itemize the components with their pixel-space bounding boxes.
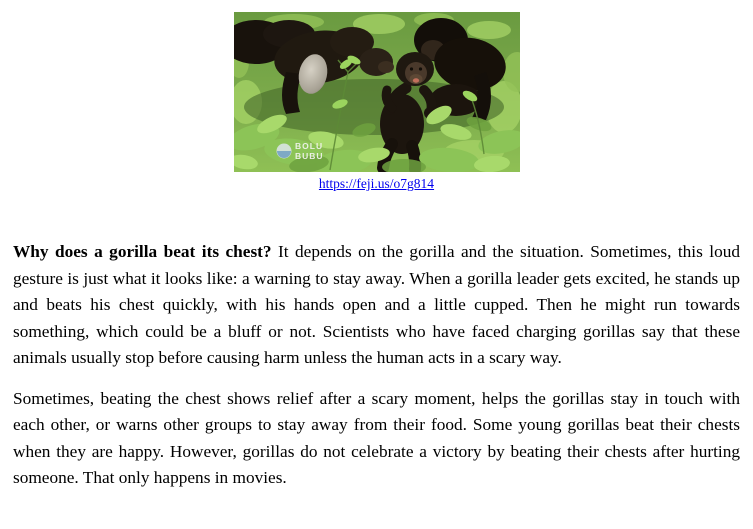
source-link[interactable]: https://feji.us/o7g814 — [318, 176, 435, 191]
gorilla-photo-figure — [234, 12, 520, 172]
gorilla-photo — [234, 12, 520, 172]
watermark-text-line1: BOLU — [294, 141, 323, 151]
question-lead: Why does a gorilla beat its chest? — [13, 242, 272, 261]
image-caption — [0, 176, 753, 192]
article-body — [13, 239, 740, 492]
paragraph-1 — [13, 239, 740, 372]
watermark-text-line2: BUBU — [294, 151, 324, 161]
document-page — [0, 12, 753, 529]
paragraph-2: Sometimes, beating the chest shows relief after a scary moment, helps the gorillas stay in touch with each other, or warns other groups to stay away from their food. Some young gorillas beat their chests when they are happy. However, gorillas do not celebrate a victory by beating their chests after hurting someone. That only happens in movies. — [13, 388, 740, 487]
paragraph-1-text: It depends on the gorilla and the situation. Sometimes, this loud gesture is just what it looks like: a warning to stay away. When a gorilla leader gets excited, he stands up and beats his chest quickly, with his hands open and a little cupped. Then he might run towards something, which could be a bluff or not. Scientists who have faced charging gorillas say that these animals usually stop before causing harm unless the human acts in a scary way. — [13, 242, 740, 367]
watermark-logo — [276, 141, 323, 161]
